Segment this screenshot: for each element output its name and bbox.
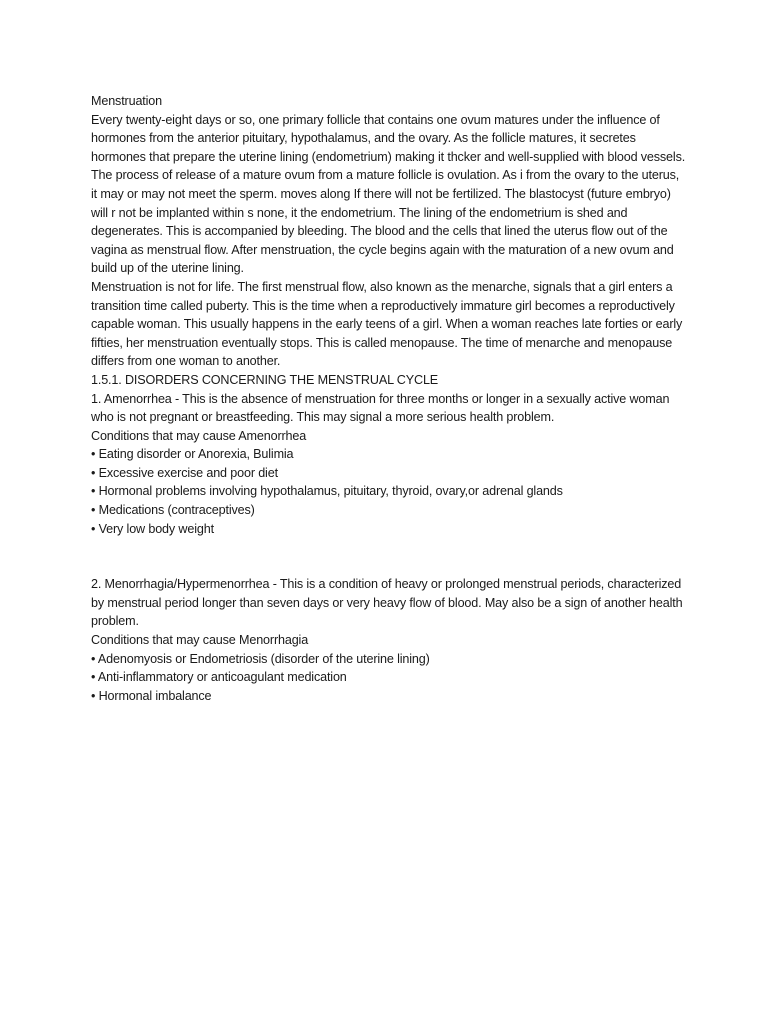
disorder-menorrhagia: [91, 575, 687, 705]
document-title: Menstruation: [91, 94, 163, 108]
condition-item: • Very low body weight: [91, 521, 214, 536]
condition-item: • Eating disorder or Anorexia, Bulimia: [91, 447, 294, 462]
conditions-title: Conditions that may cause Amenorrhea: [91, 428, 307, 443]
disorder-description: 1. Amenorrhea - This is the absence of menstruation for three months or longer in a sexually active woman who is not pregnant or breastfeeding. This may signal a more serious health problem.: [91, 391, 670, 425]
condition-item: • Adenomyosis or Endometriosis (disorder of the uterine lining): [91, 651, 430, 666]
paragraph-menstruation-process: Every twenty-eight days or so, one primary follicle that contains one ovum matures under the influence of hormones from the anterior pituitary, hypothalamus, and the ovary. As the follicle matures, it secretes hormones that prepare the uterine lining (endometrium) making it thcker and well-supplied with blood vessels. The process of release of a mature ovum from a mature follicle is ovulation. As i from the ovary to the uterus, it may or may not meet the sperm. moves along If there will not be fertilized. The blastocyst (future embryo) will r not be implanted within s none, it the endometrium. The lining of the endometrium is shed and degenerates. This is accompanied by bleeding. The blood and the cells that lined the uterus flow out of the vagina as menstrual flow. After menstruation, the cycle begins again with the maturation of a new ovum and build up of the uterine lining.: [91, 112, 686, 276]
section-heading: 1.5.1. DISORDERS CONCERNING THE MENSTRUAL CYCLE: [91, 372, 439, 387]
document-page: [91, 92, 687, 705]
paragraph-menarche-menopause: Menstruation is not for life. The first menstrual flow, also known as the menarche, signals that a girl enters a transition time called puberty. This is the time when a reproductively immature girl becomes a reproductively capable woman. This usually happens in the early teens of a girl. When a woman reaches late forties or early fifties, her menstruation eventually stops. This is called menopause. The time of menarche and menopause differs from one woman to another.: [91, 279, 683, 369]
condition-item: • Hormonal problems involving hypothalamus, pituitary, thyroid, ovary,or adrenal glands: [91, 484, 563, 499]
disorder-description: 2. Menorrhagia/Hypermenorrhea - This is a condition of heavy or prolonged menstrual periods, characterized by menstrual period longer than seven days or very heavy flow of blood. May also be a sign of another health problem.: [91, 577, 683, 629]
disorder-amenorrhea: [91, 390, 687, 539]
condition-item: • Hormonal imbalance: [91, 688, 212, 703]
conditions-title: Conditions that may cause Menorrhagia: [91, 633, 309, 648]
condition-item: • Excessive exercise and poor diet: [91, 465, 278, 480]
condition-item: • Medications (contraceptives): [91, 503, 255, 518]
condition-item: • Anti-inflammatory or anticoagulant medication: [91, 670, 347, 685]
